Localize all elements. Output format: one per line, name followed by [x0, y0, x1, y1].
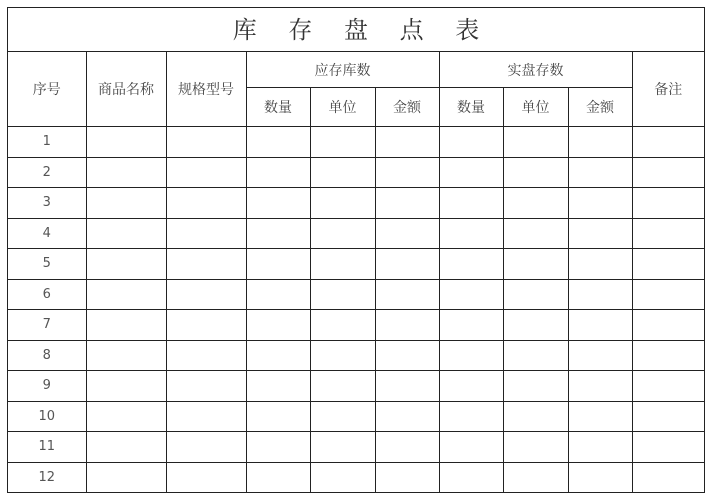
table-row [8, 462, 704, 492]
header-actual-amount: 金额 [568, 88, 632, 127]
expected-unit-cell[interactable] [310, 249, 375, 280]
expected-quantity-cell[interactable] [246, 340, 310, 371]
spec-model-cell[interactable] [166, 340, 246, 371]
expected-unit-cell[interactable] [310, 310, 375, 341]
expected-amount-cell[interactable] [375, 462, 439, 492]
actual-amount-cell[interactable] [568, 432, 632, 463]
spec-model-cell[interactable] [166, 310, 246, 341]
actual-quantity-cell[interactable] [439, 249, 503, 280]
expected-unit-cell[interactable] [310, 371, 375, 402]
row-index-cell: 2 [8, 157, 86, 188]
actual-quantity-cell[interactable] [439, 462, 503, 492]
actual-unit-cell[interactable] [503, 462, 568, 492]
header-expected-quantity: 数量 [246, 88, 310, 127]
expected-amount-cell[interactable] [375, 157, 439, 188]
product-name-cell[interactable] [86, 340, 166, 371]
expected-unit-cell[interactable] [310, 188, 375, 219]
product-name-cell[interactable] [86, 157, 166, 188]
table-row [8, 188, 704, 219]
header-actual-stock: 实盘存数 [439, 52, 632, 88]
actual-unit-cell[interactable] [503, 249, 568, 280]
product-name-cell[interactable] [86, 218, 166, 249]
actual-amount-cell[interactable] [568, 188, 632, 219]
table-row [8, 127, 704, 158]
row-index-cell: 9 [8, 371, 86, 402]
expected-quantity-cell[interactable] [246, 127, 310, 158]
expected-unit-cell[interactable] [310, 127, 375, 158]
actual-amount-cell[interactable] [568, 127, 632, 158]
header-index: 序号 [8, 52, 86, 127]
table-row [8, 157, 704, 188]
expected-quantity-cell[interactable] [246, 432, 310, 463]
row-index-cell: 8 [8, 340, 86, 371]
product-name-cell[interactable] [86, 310, 166, 341]
product-name-cell[interactable] [86, 401, 166, 432]
expected-amount-cell[interactable] [375, 340, 439, 371]
expected-quantity-cell[interactable] [246, 310, 310, 341]
expected-unit-cell[interactable] [310, 157, 375, 188]
product-name-cell[interactable] [86, 462, 166, 492]
header-expected-unit: 单位 [310, 88, 375, 127]
expected-unit-cell[interactable] [310, 432, 375, 463]
product-name-cell[interactable] [86, 371, 166, 402]
header-actual-quantity: 数量 [439, 88, 503, 127]
table-row [8, 401, 704, 432]
actual-quantity-cell[interactable] [439, 432, 503, 463]
expected-amount-cell[interactable] [375, 279, 439, 310]
expected-quantity-cell[interactable] [246, 401, 310, 432]
actual-quantity-cell[interactable] [439, 401, 503, 432]
spec-model-cell[interactable] [166, 127, 246, 158]
row-index-cell: 7 [8, 310, 86, 341]
remarks-cell[interactable] [632, 340, 704, 371]
product-name-cell[interactable] [86, 188, 166, 219]
expected-quantity-cell[interactable] [246, 249, 310, 280]
actual-amount-cell[interactable] [568, 401, 632, 432]
actual-unit-cell[interactable] [503, 432, 568, 463]
actual-amount-cell[interactable] [568, 462, 632, 492]
expected-amount-cell[interactable] [375, 127, 439, 158]
expected-amount-cell[interactable] [375, 401, 439, 432]
row-index-cell: 12 [8, 462, 86, 492]
remarks-cell[interactable] [632, 218, 704, 249]
table-row [8, 310, 704, 341]
table-row [8, 218, 704, 249]
product-name-cell[interactable] [86, 279, 166, 310]
expected-unit-cell[interactable] [310, 218, 375, 249]
spec-model-cell[interactable] [166, 188, 246, 219]
expected-unit-cell[interactable] [310, 401, 375, 432]
remarks-cell[interactable] [632, 127, 704, 158]
actual-amount-cell[interactable] [568, 340, 632, 371]
spec-model-cell[interactable] [166, 157, 246, 188]
spec-model-cell[interactable] [166, 432, 246, 463]
expected-quantity-cell[interactable] [246, 188, 310, 219]
actual-amount-cell[interactable] [568, 249, 632, 280]
header-spec-model: 规格型号 [166, 52, 246, 127]
header-actual-unit: 单位 [503, 88, 568, 127]
actual-amount-cell[interactable] [568, 157, 632, 188]
expected-quantity-cell[interactable] [246, 218, 310, 249]
spec-model-cell[interactable] [166, 462, 246, 492]
row-index-cell: 3 [8, 188, 86, 219]
product-name-cell[interactable] [86, 432, 166, 463]
table-body [8, 127, 704, 493]
row-index-cell: 10 [8, 401, 86, 432]
actual-quantity-cell[interactable] [439, 371, 503, 402]
expected-unit-cell[interactable] [310, 340, 375, 371]
page-title: 库 存 盘 点 表 [8, 8, 704, 52]
table-row [8, 279, 704, 310]
header-product-name: 商品名称 [86, 52, 166, 127]
header-expected-amount: 金额 [375, 88, 439, 127]
remarks-cell[interactable] [632, 462, 704, 492]
header-expected-stock: 应存库数 [246, 52, 439, 88]
expected-amount-cell[interactable] [375, 249, 439, 280]
header-row-top [8, 52, 704, 88]
remarks-cell[interactable] [632, 371, 704, 402]
actual-unit-cell[interactable] [503, 188, 568, 219]
actual-amount-cell[interactable] [568, 218, 632, 249]
actual-amount-cell[interactable] [568, 279, 632, 310]
expected-quantity-cell[interactable] [246, 157, 310, 188]
actual-quantity-cell[interactable] [439, 340, 503, 371]
remarks-cell[interactable] [632, 249, 704, 280]
actual-quantity-cell[interactable] [439, 218, 503, 249]
product-name-cell[interactable] [86, 249, 166, 280]
remarks-cell[interactable] [632, 401, 704, 432]
row-index-cell: 6 [8, 279, 86, 310]
spec-model-cell[interactable] [166, 371, 246, 402]
actual-unit-cell[interactable] [503, 371, 568, 402]
expected-amount-cell[interactable] [375, 371, 439, 402]
expected-quantity-cell[interactable] [246, 462, 310, 492]
remarks-cell[interactable] [632, 432, 704, 463]
actual-amount-cell[interactable] [568, 310, 632, 341]
spec-model-cell[interactable] [166, 218, 246, 249]
expected-quantity-cell[interactable] [246, 279, 310, 310]
actual-amount-cell[interactable] [568, 371, 632, 402]
product-name-cell[interactable] [86, 127, 166, 158]
table-row [8, 249, 704, 280]
actual-unit-cell[interactable] [503, 310, 568, 341]
expected-unit-cell[interactable] [310, 462, 375, 492]
expected-quantity-cell[interactable] [246, 371, 310, 402]
header-remarks: 备注 [632, 52, 704, 127]
actual-unit-cell[interactable] [503, 279, 568, 310]
actual-unit-cell[interactable] [503, 157, 568, 188]
actual-quantity-cell[interactable] [439, 127, 503, 158]
remarks-cell[interactable] [632, 188, 704, 219]
spec-model-cell[interactable] [166, 279, 246, 310]
actual-unit-cell[interactable] [503, 340, 568, 371]
actual-quantity-cell[interactable] [439, 310, 503, 341]
expected-amount-cell[interactable] [375, 218, 439, 249]
inventory-table [8, 52, 704, 492]
table-row [8, 340, 704, 371]
expected-amount-cell[interactable] [375, 310, 439, 341]
row-index-cell: 1 [8, 127, 86, 158]
row-index-cell: 4 [8, 218, 86, 249]
actual-unit-cell[interactable] [503, 218, 568, 249]
spec-model-cell[interactable] [166, 249, 246, 280]
spec-model-cell[interactable] [166, 401, 246, 432]
table-row [8, 432, 704, 463]
expected-amount-cell[interactable] [375, 432, 439, 463]
remarks-cell[interactable] [632, 157, 704, 188]
row-index-cell: 11 [8, 432, 86, 463]
remarks-cell[interactable] [632, 279, 704, 310]
row-index-cell: 5 [8, 249, 86, 280]
inventory-sheet [7, 7, 705, 493]
actual-unit-cell[interactable] [503, 127, 568, 158]
actual-unit-cell[interactable] [503, 401, 568, 432]
actual-quantity-cell[interactable] [439, 157, 503, 188]
remarks-cell[interactable] [632, 310, 704, 341]
table-row [8, 371, 704, 402]
expected-amount-cell[interactable] [375, 188, 439, 219]
expected-unit-cell[interactable] [310, 279, 375, 310]
actual-quantity-cell[interactable] [439, 188, 503, 219]
actual-quantity-cell[interactable] [439, 279, 503, 310]
